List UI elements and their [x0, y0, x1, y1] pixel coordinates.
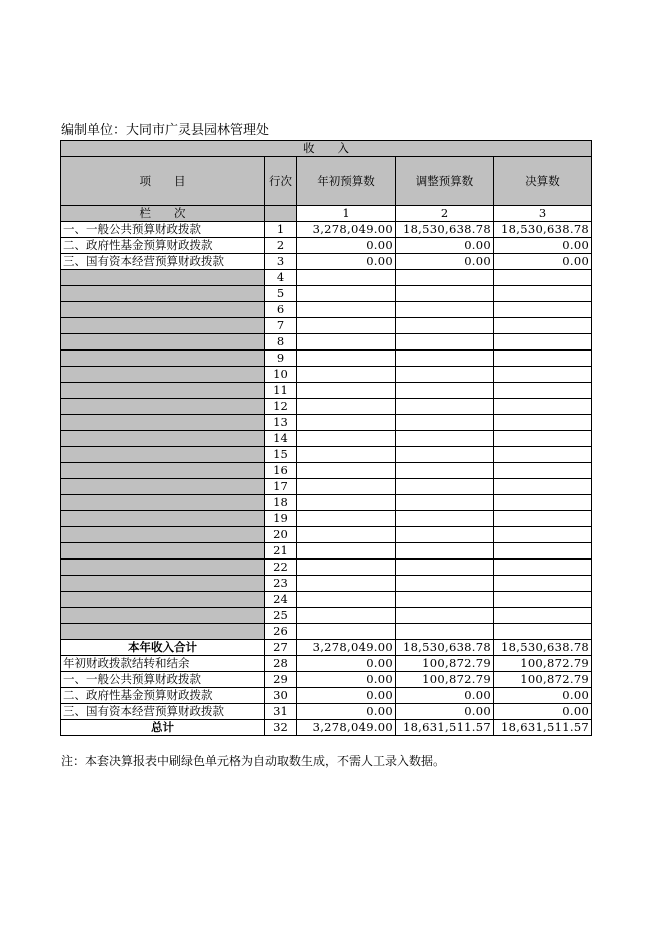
row-adjusted-budget-cell: 0.00	[396, 704, 494, 720]
row-adjusted-budget-cell: 0.00	[396, 688, 494, 704]
table-body	[61, 222, 592, 736]
row-item-cell	[61, 576, 265, 592]
row-line-no-cell: 15	[265, 447, 297, 463]
row-final-accounts-cell	[494, 302, 592, 318]
row-initial-budget-cell	[297, 527, 396, 543]
table-row	[61, 318, 592, 334]
row-line-no-cell: 20	[265, 527, 297, 543]
row-adjusted-budget-cell: 0.00	[396, 238, 494, 254]
row-final-accounts-cell	[494, 270, 592, 286]
row-initial-budget-cell	[297, 576, 396, 592]
row-item-cell	[61, 592, 265, 608]
row-initial-budget-cell: 0.00	[297, 656, 396, 672]
row-final-accounts-cell: 0.00	[494, 704, 592, 720]
table-row	[61, 334, 592, 351]
table-row	[61, 576, 592, 592]
row-final-accounts-cell	[494, 383, 592, 399]
row-item-cell	[61, 463, 265, 479]
table-row	[61, 624, 592, 640]
table-row	[61, 383, 592, 399]
column-number-3: 3	[494, 206, 592, 222]
table-row	[61, 302, 592, 318]
row-item-cell: 一、一般公共预算财政拨款	[61, 222, 265, 238]
row-final-accounts-cell	[494, 576, 592, 592]
row-line-no-cell: 6	[265, 302, 297, 318]
row-final-accounts-cell	[494, 608, 592, 624]
row-final-accounts-cell: 100,872.79	[494, 656, 592, 672]
row-line-no-cell: 4	[265, 270, 297, 286]
table-row	[61, 640, 592, 656]
row-line-no-cell: 16	[265, 463, 297, 479]
table-row	[61, 479, 592, 495]
row-final-accounts-cell	[494, 367, 592, 383]
row-line-no-cell: 25	[265, 608, 297, 624]
row-adjusted-budget-cell	[396, 350, 494, 367]
row-line-no-cell: 17	[265, 479, 297, 495]
row-final-accounts-cell	[494, 511, 592, 527]
row-item-cell	[61, 479, 265, 495]
row-item-cell	[61, 350, 265, 367]
table-row	[61, 592, 592, 608]
row-item-cell	[61, 608, 265, 624]
row-final-accounts-cell	[494, 479, 592, 495]
column-number-blank	[265, 206, 297, 222]
row-item-cell: 二、政府性基金预算财政拨款	[61, 238, 265, 254]
table-row	[61, 270, 592, 286]
footnote: 注：本套决算报表中刷绿色单元格为自动取数生成，不需人工录入数据。	[61, 754, 446, 768]
row-final-accounts-cell	[494, 592, 592, 608]
row-line-no-cell: 9	[265, 350, 297, 367]
row-item-cell	[61, 431, 265, 447]
row-adjusted-budget-cell	[396, 624, 494, 640]
row-final-accounts-cell	[494, 559, 592, 576]
row-final-accounts-cell	[494, 543, 592, 560]
row-adjusted-budget-cell	[396, 511, 494, 527]
row-line-no-cell: 21	[265, 543, 297, 560]
reporting-unit-label: 编制单位：大同市广灵县园林管理处	[61, 123, 270, 138]
table-row	[61, 656, 592, 672]
row-adjusted-budget-cell	[396, 592, 494, 608]
row-line-no-cell: 22	[265, 559, 297, 576]
table-row	[61, 350, 592, 367]
row-initial-budget-cell	[297, 286, 396, 302]
row-item-cell: 二、政府性基金预算财政拨款	[61, 688, 265, 704]
table-row	[61, 688, 592, 704]
row-line-no-cell: 18	[265, 495, 297, 511]
table-row	[61, 511, 592, 527]
row-final-accounts-cell	[494, 624, 592, 640]
adjusted-budget-column-header: 调整预算数	[396, 157, 494, 206]
row-item-cell	[61, 415, 265, 431]
row-adjusted-budget-cell	[396, 559, 494, 576]
row-initial-budget-cell: 0.00	[297, 688, 396, 704]
table-row	[61, 222, 592, 238]
row-line-no-cell: 19	[265, 511, 297, 527]
row-adjusted-budget-cell	[396, 479, 494, 495]
row-final-accounts-cell	[494, 350, 592, 367]
row-initial-budget-cell	[297, 511, 396, 527]
row-final-accounts-cell	[494, 415, 592, 431]
row-line-no-cell: 14	[265, 431, 297, 447]
row-initial-budget-cell: 0.00	[297, 704, 396, 720]
row-adjusted-budget-cell	[396, 543, 494, 560]
row-initial-budget-cell	[297, 415, 396, 431]
row-item-cell	[61, 624, 265, 640]
row-item-cell	[61, 270, 265, 286]
row-initial-budget-cell: 3,278,049.00	[297, 720, 396, 736]
row-line-no-cell: 23	[265, 576, 297, 592]
row-item-cell	[61, 527, 265, 543]
row-item-cell	[61, 511, 265, 527]
row-final-accounts-cell: 0.00	[494, 688, 592, 704]
row-initial-budget-cell	[297, 624, 396, 640]
row-initial-budget-cell	[297, 431, 396, 447]
row-final-accounts-cell	[494, 286, 592, 302]
row-item-cell: 三、国有资本经营预算财政拨款	[61, 704, 265, 720]
row-adjusted-budget-cell	[396, 608, 494, 624]
row-initial-budget-cell	[297, 559, 396, 576]
row-adjusted-budget-cell: 18,631,511.57	[396, 720, 494, 736]
row-item-cell	[61, 318, 265, 334]
row-final-accounts-cell	[494, 334, 592, 351]
row-item-cell	[61, 334, 265, 351]
row-initial-budget-cell	[297, 608, 396, 624]
column-number-2: 2	[396, 206, 494, 222]
row-final-accounts-cell: 18,530,638.78	[494, 640, 592, 656]
column-number-1: 1	[297, 206, 396, 222]
row-line-no-cell: 31	[265, 704, 297, 720]
row-initial-budget-cell	[297, 592, 396, 608]
row-line-no-cell: 27	[265, 640, 297, 656]
row-initial-budget-cell	[297, 367, 396, 383]
row-initial-budget-cell	[297, 543, 396, 560]
row-item-cell: 本年收入合计	[61, 640, 265, 656]
row-adjusted-budget-cell	[396, 399, 494, 415]
row-initial-budget-cell: 3,278,049.00	[297, 222, 396, 238]
row-line-no-cell: 1	[265, 222, 297, 238]
row-item-cell: 年初财政拨款结转和结余	[61, 656, 265, 672]
row-line-no-cell: 12	[265, 399, 297, 415]
row-item-cell	[61, 543, 265, 560]
row-final-accounts-cell	[494, 399, 592, 415]
row-final-accounts-cell: 100,872.79	[494, 672, 592, 688]
row-adjusted-budget-cell	[396, 286, 494, 302]
table-row	[61, 463, 592, 479]
row-initial-budget-cell	[297, 334, 396, 351]
table-row	[61, 399, 592, 415]
row-line-no-cell: 26	[265, 624, 297, 640]
table-row	[61, 543, 592, 560]
row-adjusted-budget-cell	[396, 576, 494, 592]
row-item-cell	[61, 399, 265, 415]
row-final-accounts-cell	[494, 447, 592, 463]
row-initial-budget-cell	[297, 495, 396, 511]
row-final-accounts-cell	[494, 318, 592, 334]
row-adjusted-budget-cell	[396, 270, 494, 286]
row-adjusted-budget-cell: 18,530,638.78	[396, 222, 494, 238]
row-line-no-cell: 28	[265, 656, 297, 672]
row-line-no-cell: 10	[265, 367, 297, 383]
row-item-cell	[61, 495, 265, 511]
row-adjusted-budget-cell	[396, 415, 494, 431]
row-initial-budget-cell: 0.00	[297, 254, 396, 270]
row-item-cell	[61, 302, 265, 318]
row-final-accounts-cell: 18,631,511.57	[494, 720, 592, 736]
row-initial-budget-cell: 3,278,049.00	[297, 640, 396, 656]
initial-budget-column-header: 年初预算数	[297, 157, 396, 206]
table-row	[61, 447, 592, 463]
final-accounts-column-header: 决算数	[494, 157, 592, 206]
row-initial-budget-cell	[297, 318, 396, 334]
table-row	[61, 672, 592, 688]
row-final-accounts-cell: 18,530,638.78	[494, 222, 592, 238]
row-adjusted-budget-cell	[396, 495, 494, 511]
row-item-cell: 三、国有资本经营预算财政拨款	[61, 254, 265, 270]
table-row	[61, 367, 592, 383]
row-adjusted-budget-cell	[396, 431, 494, 447]
row-line-no-cell: 29	[265, 672, 297, 688]
row-adjusted-budget-cell: 100,872.79	[396, 656, 494, 672]
table-row	[61, 720, 592, 736]
row-line-no-cell: 11	[265, 383, 297, 399]
row-line-no-cell: 2	[265, 238, 297, 254]
column-number-label: 栏 次	[61, 206, 265, 222]
table-row	[61, 415, 592, 431]
table-row	[61, 608, 592, 624]
row-initial-budget-cell	[297, 399, 396, 415]
row-adjusted-budget-cell: 100,872.79	[396, 672, 494, 688]
row-line-no-cell: 32	[265, 720, 297, 736]
row-adjusted-budget-cell	[396, 383, 494, 399]
row-initial-budget-cell	[297, 302, 396, 318]
row-adjusted-budget-cell	[396, 302, 494, 318]
row-line-no-cell: 13	[265, 415, 297, 431]
income-table	[60, 140, 592, 736]
row-initial-budget-cell	[297, 270, 396, 286]
row-item-cell: 一、一般公共预算财政拨款	[61, 672, 265, 688]
row-line-no-cell: 3	[265, 254, 297, 270]
row-item-cell	[61, 447, 265, 463]
table-row	[61, 254, 592, 270]
row-final-accounts-cell: 0.00	[494, 238, 592, 254]
row-adjusted-budget-cell	[396, 334, 494, 351]
row-adjusted-budget-cell	[396, 318, 494, 334]
row-initial-budget-cell	[297, 383, 396, 399]
row-adjusted-budget-cell	[396, 367, 494, 383]
row-item-cell	[61, 383, 265, 399]
row-final-accounts-cell	[494, 495, 592, 511]
row-initial-budget-cell: 0.00	[297, 238, 396, 254]
table-row	[61, 286, 592, 302]
row-initial-budget-cell	[297, 350, 396, 367]
row-initial-budget-cell	[297, 479, 396, 495]
table-row	[61, 527, 592, 543]
row-adjusted-budget-cell: 18,530,638.78	[396, 640, 494, 656]
row-adjusted-budget-cell	[396, 463, 494, 479]
row-line-no-cell: 8	[265, 334, 297, 351]
row-item-cell	[61, 559, 265, 576]
row-line-no-cell: 24	[265, 592, 297, 608]
row-item-cell: 总计	[61, 720, 265, 736]
row-line-no-cell: 7	[265, 318, 297, 334]
row-final-accounts-cell	[494, 463, 592, 479]
table-row	[61, 704, 592, 720]
table-row	[61, 495, 592, 511]
row-adjusted-budget-cell: 0.00	[396, 254, 494, 270]
row-initial-budget-cell	[297, 463, 396, 479]
table-row	[61, 238, 592, 254]
row-line-no-cell: 30	[265, 688, 297, 704]
income-section-header: 收 入	[61, 141, 592, 157]
table-row	[61, 431, 592, 447]
row-initial-budget-cell: 0.00	[297, 672, 396, 688]
table-row	[61, 559, 592, 576]
row-adjusted-budget-cell	[396, 447, 494, 463]
row-item-cell	[61, 286, 265, 302]
row-final-accounts-cell	[494, 527, 592, 543]
row-line-no-cell: 5	[265, 286, 297, 302]
row-adjusted-budget-cell	[396, 527, 494, 543]
row-final-accounts-cell: 0.00	[494, 254, 592, 270]
item-column-header: 项 目	[61, 157, 265, 206]
line-no-column-header: 行次	[265, 157, 297, 206]
row-final-accounts-cell	[494, 431, 592, 447]
row-initial-budget-cell	[297, 447, 396, 463]
row-item-cell	[61, 367, 265, 383]
